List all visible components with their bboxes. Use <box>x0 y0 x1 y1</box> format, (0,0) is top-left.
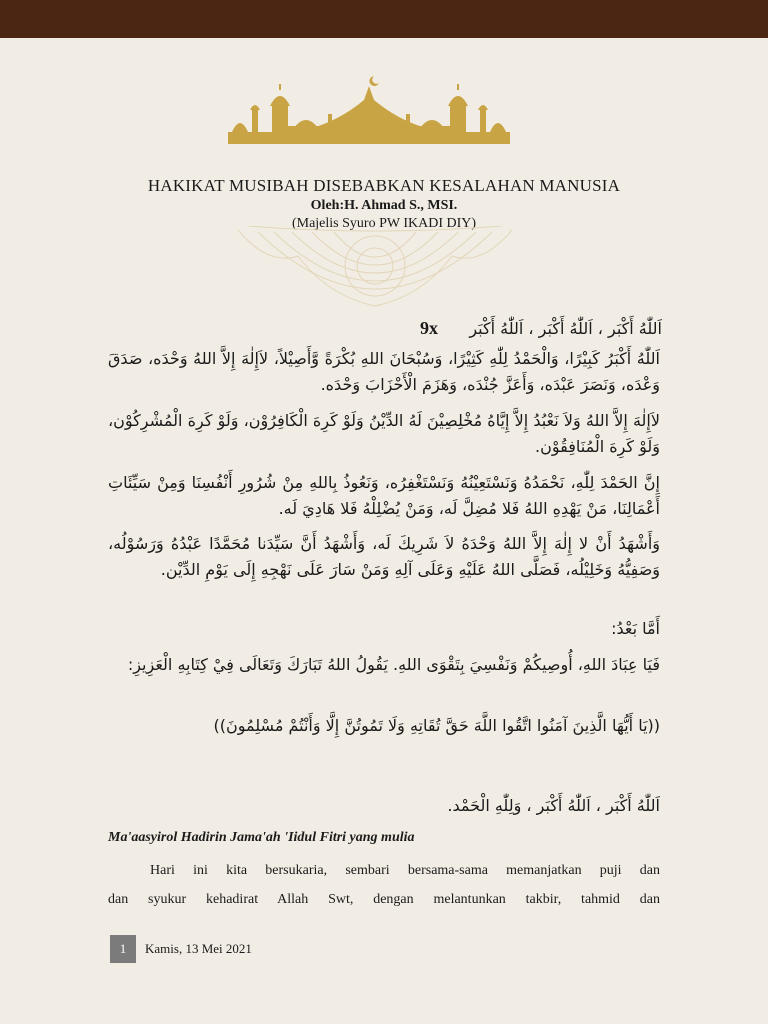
body-line-2: dan syukur kehadirat Allah Swt, dengan melantunkan takbir, tahmid dan <box>108 892 660 907</box>
document-title: HAKIKAT MUSIBAH DISEBABKAN KESALAHAN MANUSIA <box>147 176 621 195</box>
arabic-paragraph-3: إِنَّ الحَمْدَ لِلّٰهِ، نَحْمَدُهُ وَنَسْتَعِيْنُهُ وَنَسْتَغْفِرُه، وَنَعُوذُ بِاللهِ مِنْ شُرُورِ أَنْفُسِنَا وَمِنْ سَيِّئَاتِ أَعْمَالِنَا، مَنْ يَهْدِهِ اللهُ فَلا مُضِلَّ لَه، وَمَنْ يُضْلِلْهُ فَلا هَادِيَ لَه. <box>108 473 660 518</box>
takbir-count: 9x <box>420 318 438 338</box>
footer-date: Kamis, 13 Mei 2021 <box>145 941 252 956</box>
top-bar <box>0 0 768 38</box>
page-number: 1 <box>110 935 136 963</box>
arabic-paragraph-1: اَللّٰهُ أَكْبَرُ كَبِيْرًا، وَالْحَمْدُ لِلّٰهِ كَثِيْرًا، وَسُبْحَانَ اللهِ بُكْرَةً وَّأَصِيْلاً، لاَإِلٰهَ إِلاَّ اللهُ وَحْدَه، صَدَقَ وَعْدَه، وَنَصَرَ عَبْدَه، وَأَعَزَّ جُنْدَه، وَهَزَمَ الْأَحْزَابَ وَحْدَه. <box>108 349 660 394</box>
arabic-paragraph-4: وَأَشْهَدُ أَنْ لا إِلٰهَ إِلاَّ اللهُ وَحْدَهُ لاَ شَرِيكَ لَه، وَأَشْهَدُ أَنَّ سَيِّدَنا مُحَمَّدًا عَبْدُهُ وَرَسُوْلُه، وَصَفِيُّهُ وَخَلِيْلُه، فَصَلَّى اللهُ عَلَيْهِ وَعَلَى آلِهِ وَمَنْ سَارَ عَلَى نَهْجِهِ إِلَى يَوْمِ الدِّيْن. <box>108 534 660 579</box>
arabic-paragraph-6: فَيَا عِبَادَ اللهِ، أُوصِيكُمْ وَنَفْسِيَ بِتَقْوَى اللهِ. يَقُولُ اللهُ تَبَارَكَ وَتَعَالَى فِيْ كِتَابِهِ الْعَزِيزِ: <box>127 655 660 674</box>
body-line-1: Hari ini kita bersukaria, sembari bersama-sama memanjatkan puji dan <box>150 863 660 878</box>
arabic-paragraph-5: أَمَّا بَعْدُ: <box>611 619 660 638</box>
quran-verse: ((يَا أَيُّهَا الَّذِينَ آمَنُوا اتَّقُوا اللَّهَ حَقَّ تُقَاتِهِ وَلَا تَمُوتُنَّ إِلَّا وَأَنْتُمْ مُسْلِمُونَ)) <box>213 716 660 735</box>
takbir-line: اَللّٰهُ أَكْبَر ، اَللّٰهُ أَكْبَر ، اَللّٰهُ أَكْبَر <box>469 319 662 338</box>
body-paragraph <box>108 856 660 914</box>
greeting-heading: Ma'aasyirol Hadirin Jama'ah 'Iidul Fitri yang mulia <box>108 830 415 845</box>
arabic-paragraph-8: اَللّٰهُ أَكْبَر ، اَللّٰهُ أَكْبَر ، وَلِلّٰهِ الْحَمْد. <box>447 796 660 815</box>
author-line: Oleh:H. Ahmad S., MSI. <box>310 198 458 213</box>
mosque-ornament <box>228 70 510 144</box>
organization-line: (Majelis Syuro PW IKADI DIY) <box>291 216 477 231</box>
arabic-paragraph-2: لاَإِلٰهَ إِلاَّ اللهُ وَلاَ نَعْبُدُ إِلاَّ إِيَّاهُ مُخْلِصِيْنَ لَهُ الدِّيْنُ وَلَوْ كَرِهَ الْكَافِرُوْن، وَلَوْ كَرِهَ الْمُشْرِكُوْن، وَلَوْ كَرِهَ الْمُنَافِقُوْن. <box>108 411 660 456</box>
